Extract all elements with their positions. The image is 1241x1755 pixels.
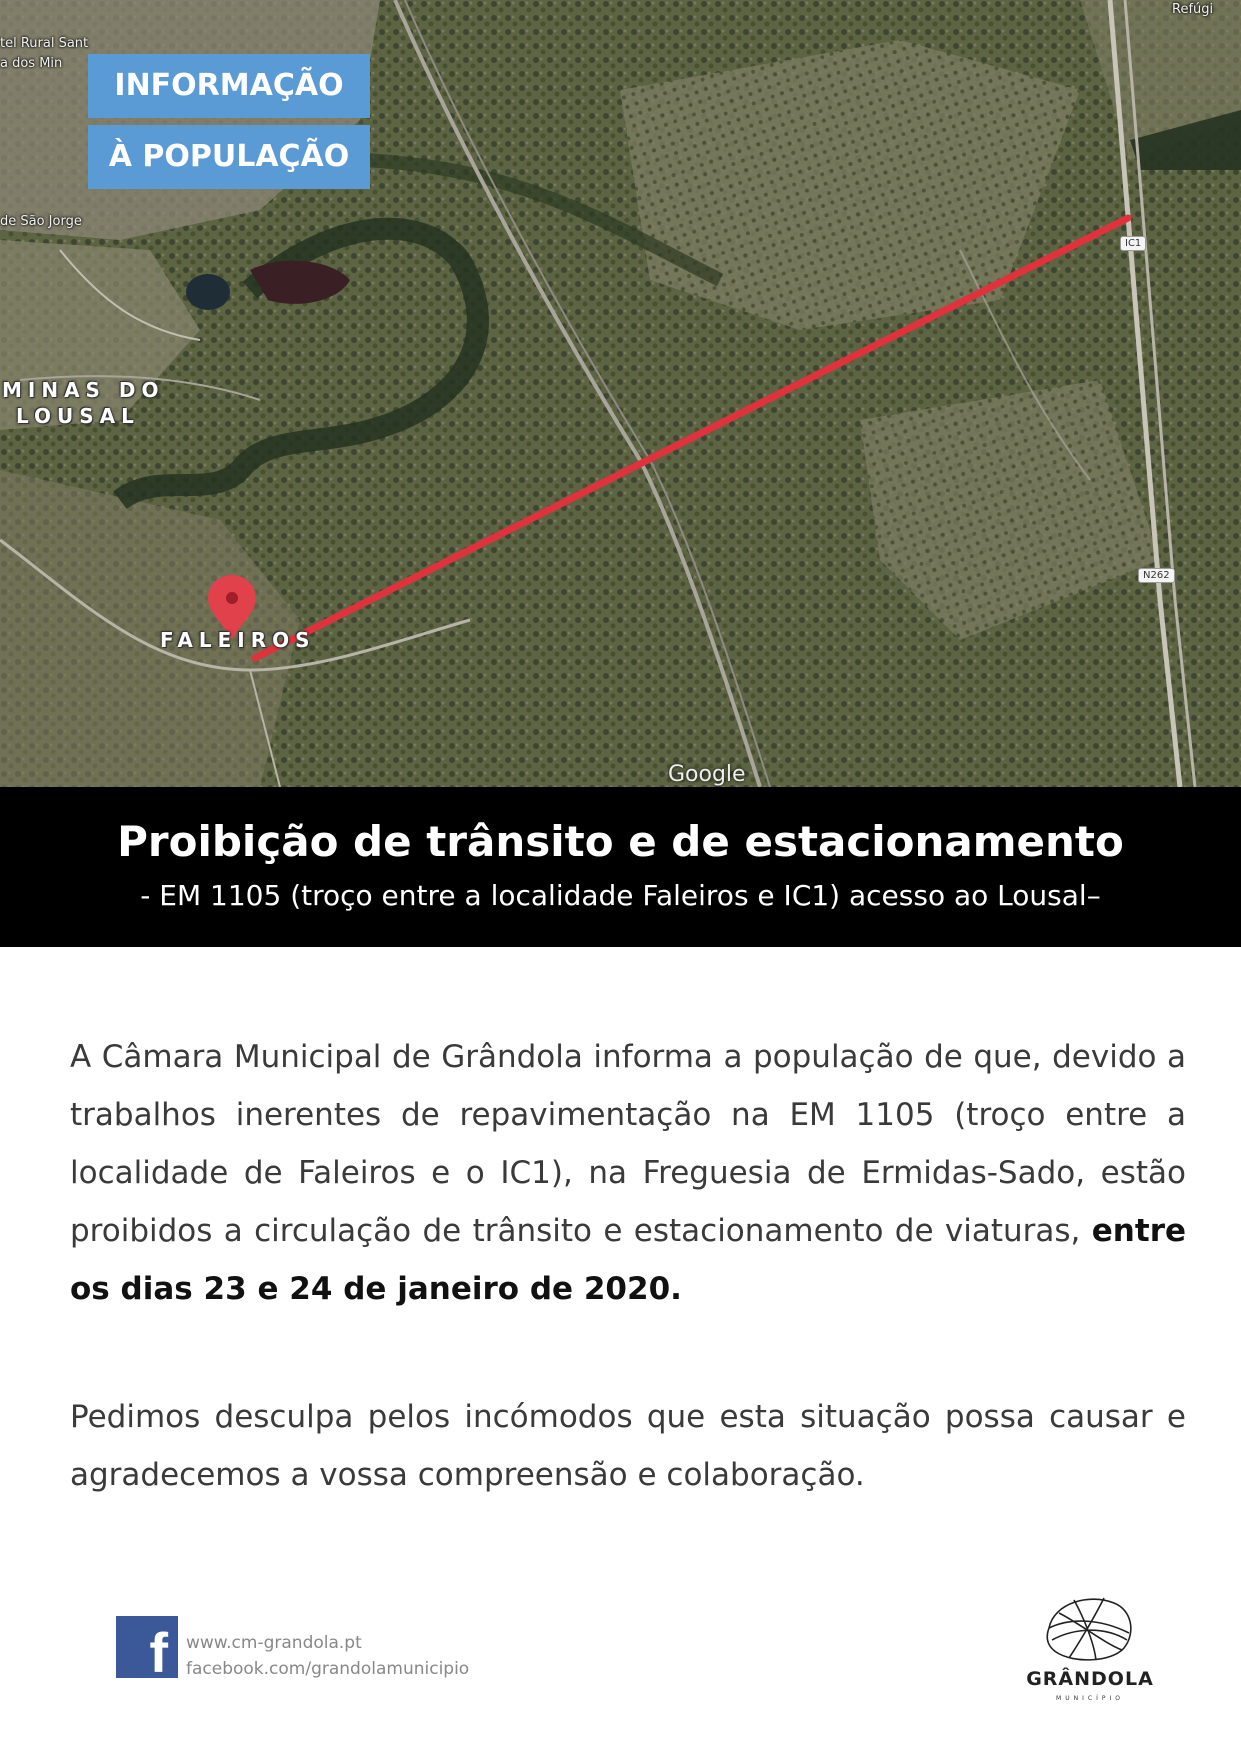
logo-subtitle: MUNICÍPIO bbox=[1056, 1695, 1124, 1702]
map-label-minas: MINAS DO bbox=[2, 378, 165, 402]
footer-links bbox=[186, 1630, 469, 1682]
road-shield-n262: N262 bbox=[1138, 568, 1175, 583]
page-title: Proibição de trânsito e de estacionamento bbox=[117, 817, 1124, 866]
notice-text: A Câmara Municipal de Grândola informa a população de que, devido a trabalhos inerentes de repavimentação na EM 1105 (troço entre a localidade de Faleiros e o IC1), na Freguesia de Ermidas-Sado, estão proibidos a circulação de trânsito e estacionamento de viaturas, bbox=[70, 1039, 1186, 1249]
map-label-lousal: LOUSAL bbox=[16, 404, 140, 428]
map-label-hotel-2: a dos Min bbox=[0, 56, 63, 71]
info-tag-line2: À POPULAÇÃO bbox=[88, 125, 370, 189]
map-label-hotel: tel Rural Sant bbox=[0, 36, 89, 51]
map-label-refugio: Refúgi bbox=[1172, 2, 1214, 17]
notice-paragraph-2: Pedimos desculpa pelos incómodos que esta situação possa causar e agradecemos a vossa compreensão e colaboração. bbox=[70, 1399, 1186, 1493]
route-line bbox=[0, 0, 1241, 787]
page-subtitle: - EM 1105 (troço entre a localidade Faleiros e IC1) acesso ao Lousal– bbox=[140, 879, 1101, 912]
notice-dates: entre os dias 23 e 24 de janeiro de 2020. bbox=[70, 1213, 1187, 1307]
info-tag-line1: INFORMAÇÃO bbox=[88, 54, 370, 118]
satellite-map bbox=[0, 0, 1241, 787]
grandola-logo-icon bbox=[1034, 1588, 1144, 1708]
website-link[interactable]: www.cm-grandola.pt bbox=[186, 1633, 362, 1653]
notice-paragraph-1 bbox=[70, 1028, 1186, 1318]
facebook-icon[interactable]: f bbox=[116, 1616, 178, 1678]
title-banner bbox=[0, 787, 1241, 947]
map-label-sao-jorge: de São Jorge bbox=[0, 214, 82, 229]
logo-wordmark: GRÂNDOLA bbox=[1026, 1668, 1154, 1690]
map-label-faleiros: FALEIROS bbox=[160, 628, 316, 652]
map-attribution: Google bbox=[668, 762, 746, 787]
facebook-link[interactable]: facebook.com/grandolamunicipio bbox=[186, 1659, 470, 1679]
road-shield-ic1: IC1 bbox=[1120, 236, 1146, 251]
